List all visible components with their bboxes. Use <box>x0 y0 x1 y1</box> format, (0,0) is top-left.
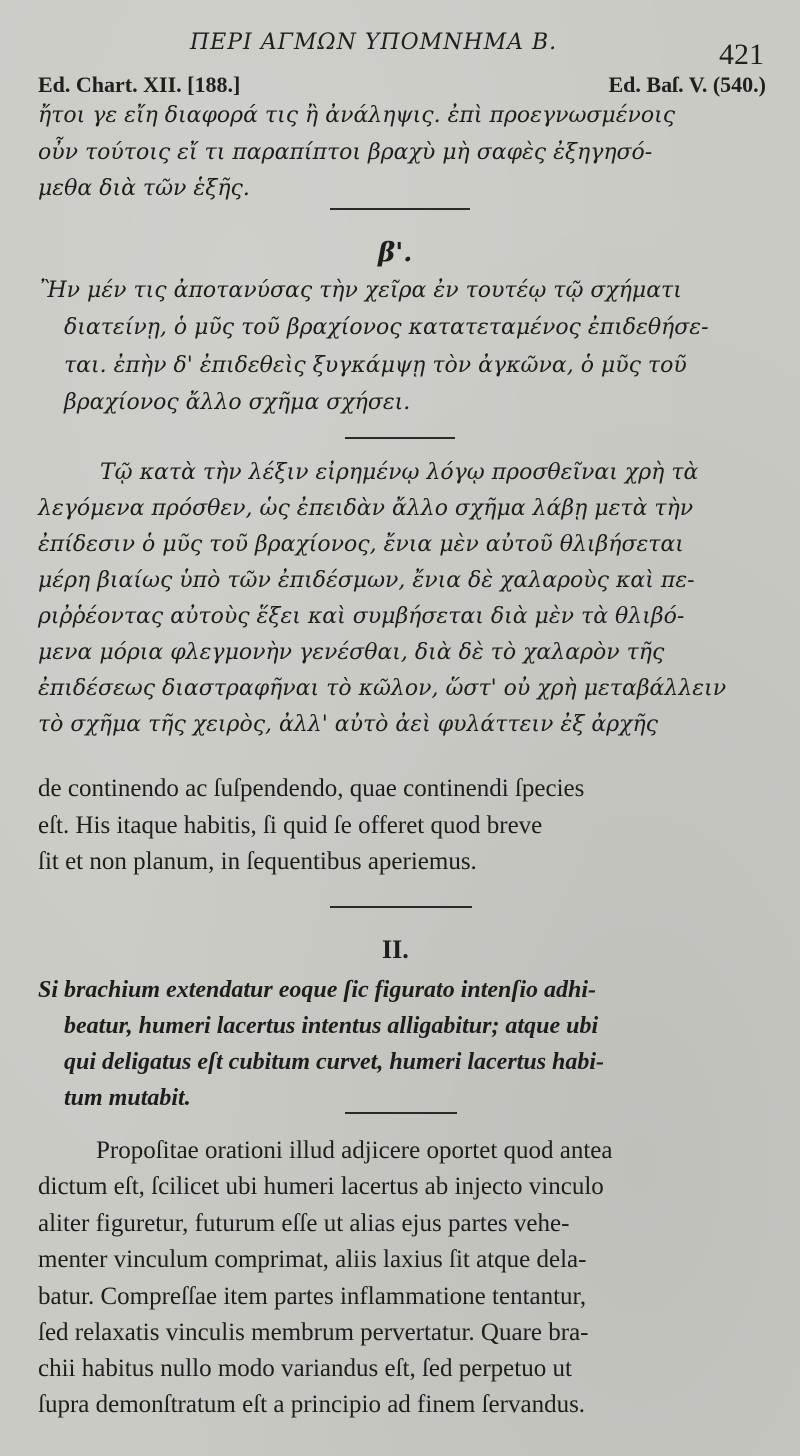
greek-intro-line: οὖν τούτοις εἴ τι παραπίπτοι βραχὺ μὴ σαφὲς ἐξηγησό- <box>38 140 653 165</box>
greek-commentary-line: ἐπιδέσεως διαστραφῆναι τὸ κῶλον, ὥστ' οὐ χρὴ μεταβάλλειν <box>38 676 727 701</box>
greek-commentary-line: μέρη βιαίως ὑπὸ τῶν ἐπιδέσμων, ἔνια δὲ χαλαροὺς καὶ πε- <box>38 568 695 593</box>
section-rule <box>330 208 470 210</box>
latin-lemma-line: Si brachium extendatur eoque ſic figurato intenſio adhi- <box>38 977 597 1003</box>
running-head: ΠΕΡΙ ΑΓΜΩΝ ΥΠΟΜΝΗΜΑ Β. <box>190 30 558 55</box>
latin-lemma-line: beatur, humeri lacertus intentus alligabitur; atque ubi <box>64 1013 599 1039</box>
greek-intro-line: ἤτοι γε εἴη διαφορά τις ἢ ἀνάληψις. ἐπὶ προεγνωσμένοις <box>38 103 676 128</box>
edition-basel: Ed. Baſ. V. (540.) <box>608 72 766 97</box>
latin-commentary-line: chii habitus nullo modo variandus eſt, ſed perpetuo ut <box>38 1355 572 1382</box>
latin-commentary-line: batur. Compreſſae item partes inflammatione tentantur, <box>38 1283 587 1310</box>
latin-commentary-line: ſupra demonſtratum eſt a principio ad finem ſervandus. <box>38 1391 586 1418</box>
edition-references <box>38 72 766 100</box>
greek-lemma-line: Ἢν μέν τις ἀποτανύσας τὴν χεῖρα ἐν τουτέῳ τῷ σχήματι <box>40 278 682 303</box>
greek-section-number: β'. <box>378 238 413 268</box>
latin-section-number: II. <box>382 935 409 964</box>
section-rule <box>345 437 455 439</box>
latin-commentary-line: ſed relaxatis vinculis membrum pervertatur. Quare bra- <box>38 1319 589 1346</box>
greek-commentary-line: ἐπίδεσιν ὁ μῦς τοῦ βραχίονος, ἔνια μὲν αὐτοῦ θλιβήσεται <box>38 532 684 557</box>
latin-intro-line: eſt. His itaque habitis, ſi quid ſe offeret quod breve <box>38 812 543 839</box>
latin-lemma-line: qui deligatus eſt cubitum curvet, humeri lacertus habi- <box>64 1049 605 1075</box>
greek-commentary-line: ριῤῥέοντας αὐτοὺς ἕξει καὶ συμβήσεται διὰ μὲν τὰ θλιβό- <box>38 604 685 629</box>
greek-lemma-line: ται. ἐπὴν δ' ἐπιδεθεὶς ξυγκάμψῃ τὸν ἀγκῶνα, ὁ μῦς τοῦ <box>64 353 687 378</box>
section-rule <box>330 906 472 908</box>
latin-commentary-line: menter vinculum comprimat, aliis laxius ſit atque dela- <box>38 1246 587 1273</box>
greek-commentary-line: μενα μόρια φλεγμονὴν γενέσθαι, διὰ δὲ τὸ χαλαρὸν τῆς <box>38 640 665 665</box>
greek-commentary-line: λεγόμενα πρόσθεν, ὡς ἐπειδὰν ἄλλο σχῆμα λάβῃ μετὰ τὴν <box>38 496 694 521</box>
latin-commentary-line: aliter figuretur, futurum eſſe ut alias ejus partes vehe- <box>38 1210 570 1237</box>
page-number: 421 <box>719 38 764 71</box>
latin-intro-line: ſit et non planum, in ſequentibus aperiemus. <box>38 848 477 875</box>
greek-intro-line: μεθα διὰ τῶν ἑξῆς. <box>38 176 250 201</box>
edition-chartier: Ed. Chart. XII. [188.] <box>38 72 241 97</box>
greek-commentary-line: Τῷ κατὰ τὴν λέξιν εἰρημένῳ λόγῳ προσθεῖναι χρὴ τὰ <box>100 460 699 485</box>
greek-lemma-line: διατείνῃ, ὁ μῦς τοῦ βραχίονος κατατεταμένος ἐπιδεθήσε- <box>64 315 709 340</box>
latin-commentary-line: Propoſitae orationi illud adjicere oportet quod antea <box>96 1137 613 1164</box>
latin-intro-line: de continendo ac ſuſpendendo, quae continendi ſpecies <box>38 775 585 802</box>
section-rule <box>345 1112 457 1114</box>
greek-lemma-line: βραχίονος ἄλλο σχῆμα σχήσει. <box>64 390 411 415</box>
latin-lemma-line: tum mutabit. <box>64 1085 191 1111</box>
greek-commentary-line: τὸ σχῆμα τῆς χειρὸς, ἀλλ' αὐτὸ ἀεὶ φυλάττειν ἐξ ἀρχῆς <box>38 712 658 737</box>
latin-commentary-line: dictum eſt, ſcilicet ubi humeri lacertus ab injecto vinculo <box>38 1173 604 1200</box>
